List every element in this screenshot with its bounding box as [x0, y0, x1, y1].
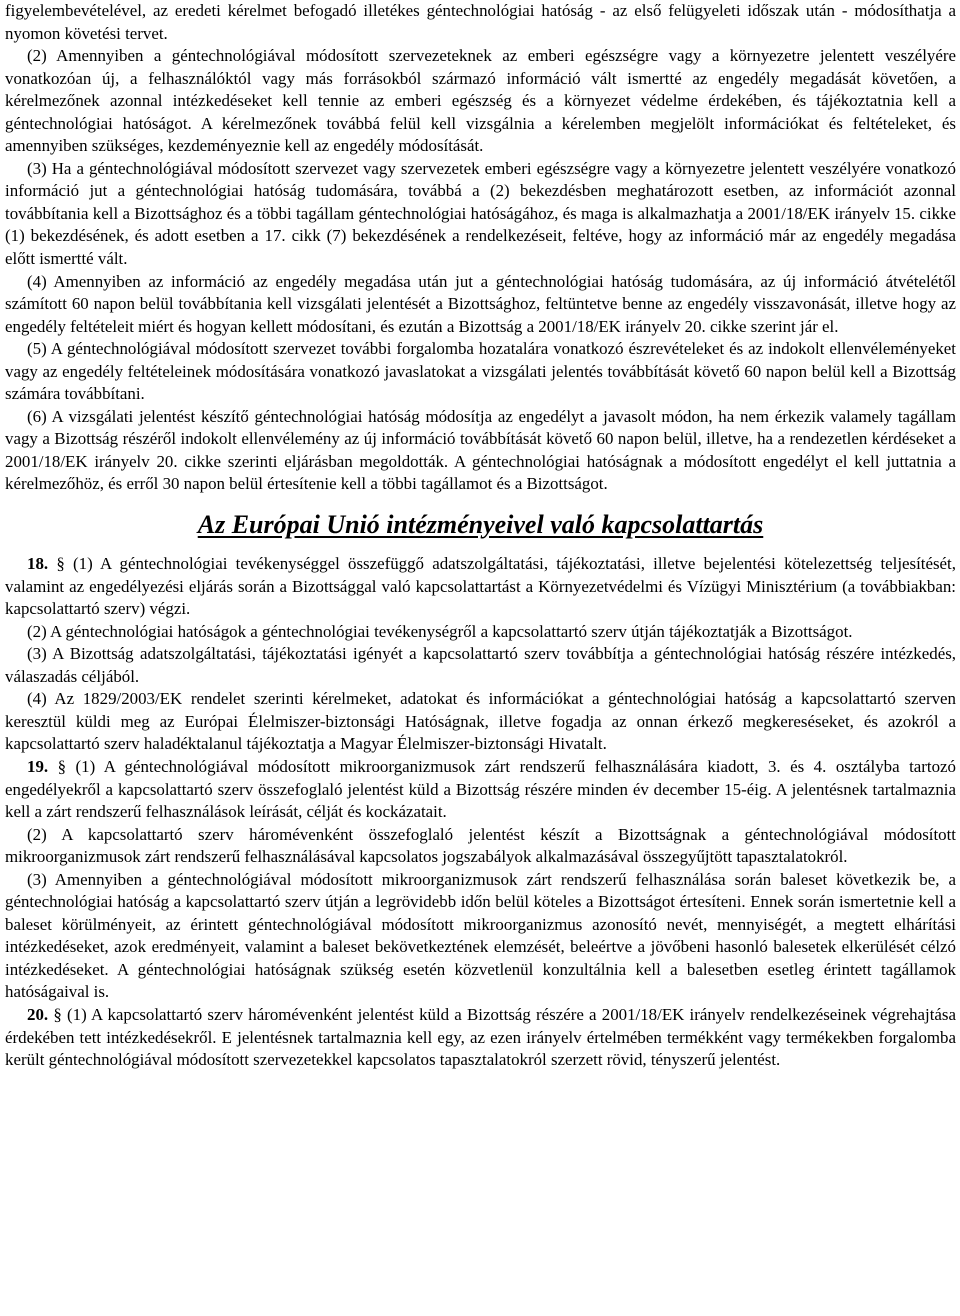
section-20-number: 20. [27, 1004, 49, 1024]
section-sign: § [56, 554, 65, 574]
section-19-paragraph-2: (2) A kapcsolattartó szerv háromévenként összefoglaló jelentést készít a Bizottságnak a géntechnológiával módosított mikroorganizmusok zárt rendszerű felhasználásával kapcsolatos jogszabályok alkalmazásával összegyűjtött tapasztalatokról. [5, 824, 956, 867]
section-20-text-1: (1) A kapcsolattartó szerv háromévenként jelentést küld a Bizottság részére a 2001/18/EK irányelv rendelkezéseinek végrehajtása érdekében tett intézkedésekről. E jelentésnek tartalmaznia kell egy, az ezen irányelv értelmében termékként vagy termékekben forgalomba került géntechnológiával módosított szervezetekkel kapcsolatos tapasztalatokról szerzett rövid, tényszerű jelentést. [5, 1004, 956, 1070]
paragraph-6: (6) A vizsgálati jelentést készítő géntechnológiai hatóság módosítja az engedélyt a javasolt módon, ha nem érkezik valamely tagállam vagy a Bizottság részéről indokolt ellenvélemény az új információ továbbítását követő 60 napon belül, illetve, ha a rendezetlen kérdéseket a 2001/18/EK irányelv 20. cikke szerinti eljárásban megoldották. A géntechnológiai hatóságnak a módosított engedélyt el kell juttatnia a kérelmezőhöz, és erről 30 napon belül értesítenie kell a többi tagállamot és a Bizottságot. [5, 406, 956, 494]
section-18-text-1: (1) A géntechnológiai tevékenységgel összefüggő adatszolgáltatási, tájékoztatási, illetve bejelentési kötelezettség teljesítését, valamint az engedélyezési eljárás során a Bizottsággal való kapcsolattartást a Környezetvédelmi és Vízügyi Minisztérium (a továbbiakban: kapcsolattartó szerv) végzi. [5, 554, 956, 619]
paragraph-5: (5) A géntechnológiával módosított szervezet további forgalomba hozatalára vonatkozó észrevételeket és az indokolt ellenvéleményeket vagy az engedély feltételeinek módosítására vonatkozó javaslatokat a vizsgálati jelentés továbbítását követő 60 napon belül kell a Bizottság számára továbbítani. [5, 339, 956, 404]
section-19-text-1: (1) A géntechnológiával módosított mikroorganizmusok zárt rendszerű felhasználására kiadott, 3. és 4. osztályba tartozó engedélyekről a kapcsolattartó szerv összefoglaló jelentést küld a Bizottság részére minden év december 15-éig. A jelentésnek tartalmaznia kell a zárt rendszerű felhasználások leírását, célját és kockázatait. [5, 756, 956, 822]
section-18-paragraph-1 [5, 553, 956, 621]
section-heading: Az Európai Unió intézményeivel való kapcsolattartás [197, 510, 764, 540]
paragraph-2: (2) Amennyiben a géntechnológiával módosított szervezeteknek az emberi egészségre vagy a környezetre jelentett veszélyére vonatkozóan új, a felhasználóktól vagy más forrásokból származó információ vált ismertté az engedély megadását követően, a kérelmezőnek azonnal intézkedéseket kell tennie az emberi egészség és a környezet védelme érdekében, és tájékoztatnia kell a géntechnológiai hatóságot. A kérelmezőnek továbbá felül kell vizsgálnia a kérelemben megjelölt információkat és feltételeket, és amennyiben szükséges, kezdeményeznie kell az engedély módosítását. [5, 46, 956, 156]
paragraph-continuation: figyelembevételével, az eredeti kérelmet befogadó illetékes géntechnológiai hatóság - az első felügyeleti időszak után - módosíthatja a nyomon követési tervet. [5, 1, 956, 43]
section-sign: § [53, 1004, 62, 1024]
section-19-paragraph-1 [5, 756, 956, 824]
section-18-paragraph-3: (3) A Bizottság adatszolgáltatási, tájékoztatási igényét a kapcsolattartó szerv továbbítja a géntechnológiai hatóság részére intézkedés, válaszadás céljából. [5, 644, 956, 686]
section-sign: § [57, 756, 67, 776]
paragraph-3: (3) Ha a géntechnológiával módosított szervezet vagy szervezetek emberi egészségre vagy a környezetre jelentett veszélyére vonatkozó információ jut a géntechnológiai hatóság tudomására, továbbá a (2) bekezdésben meghatározott esetben, az információt azonnal továbbítania kell a Bizottsághoz és a többi tagállam géntechnológiai hatóságához, és maga is alkalmazhatja a 2001/18/EK irányelv 15. cikke (1) bekezdésének, és adott esetben a 17. cikk (7) bekezdésének a rendelkezéseit, feltéve, hogy az információ már az engedély megadása előtt ismertté vált. [5, 158, 956, 269]
section-20-paragraph-1 [5, 1004, 956, 1072]
section-18-number: 18. [27, 554, 49, 574]
section-18-paragraph-2: (2) A géntechnológiai hatóságok a géntechnológiai tevékenységről a kapcsolattartó szerv útján tájékoztatják a Bizottságot. [27, 621, 853, 641]
paragraph-4: (4) Amennyiben az információ az engedély megadása után jut a géntechnológiai hatóság tudomására, az új információ átvételétől számított 60 napon belül továbbítania kell vizsgálati jelentését a Bizottsághoz, feltüntetve benne az engedély visszavonását, illetve hogy az engedély feltételeit miért és hogyan kellett módosítani, és ezután a Bizottság a 2001/18/EK irányelv 20. cikke szerint jár el. [5, 271, 956, 336]
section-18-paragraph-4: (4) Az 1829/2003/EK rendelet szerinti kérelmeket, adatokat és információkat a géntechnológiai hatóság a kapcsolattartó szerven keresztül küldi meg az Európai Élelmiszer-biztonsági Hatóságnak, illetve fogadja az onnan érkező megkereséseket, és azokról a kapcsolattartó szerv haladéktalanul tájékoztatja a Magyar Élelmiszer-biztonsági Hivatalt. [5, 689, 956, 754]
section-19-paragraph-3: (3) Amennyiben a géntechnológiával módosított mikroorganizmusok zárt rendszerű felhasználása során baleset következik be, a géntechnológiai hatóság a kapcsolattartó szerv útján a legrövidebb időn belül köteles a Bizottságot értesíteni. Ennek során ismertetnie kell a baleset körülményeit, az érintett géntechnológiával módosított mikroorganizmus azonosító nevét, mennyiségét, a megtett elhárítási intézkedéseket, azok eredményeit, valamint a baleset bekövetkeztének elemzését, beleértve a jövőbeni hasonló balesetek elkerülését célzó intézkedéseket. A géntechnológiai hatóságnak szükség esetén közvetlenül konzultálnia kell a balesetben esetleg érintett tagállamok hatóságaival is. [5, 869, 956, 1002]
section-19-number: 19. [27, 756, 49, 776]
